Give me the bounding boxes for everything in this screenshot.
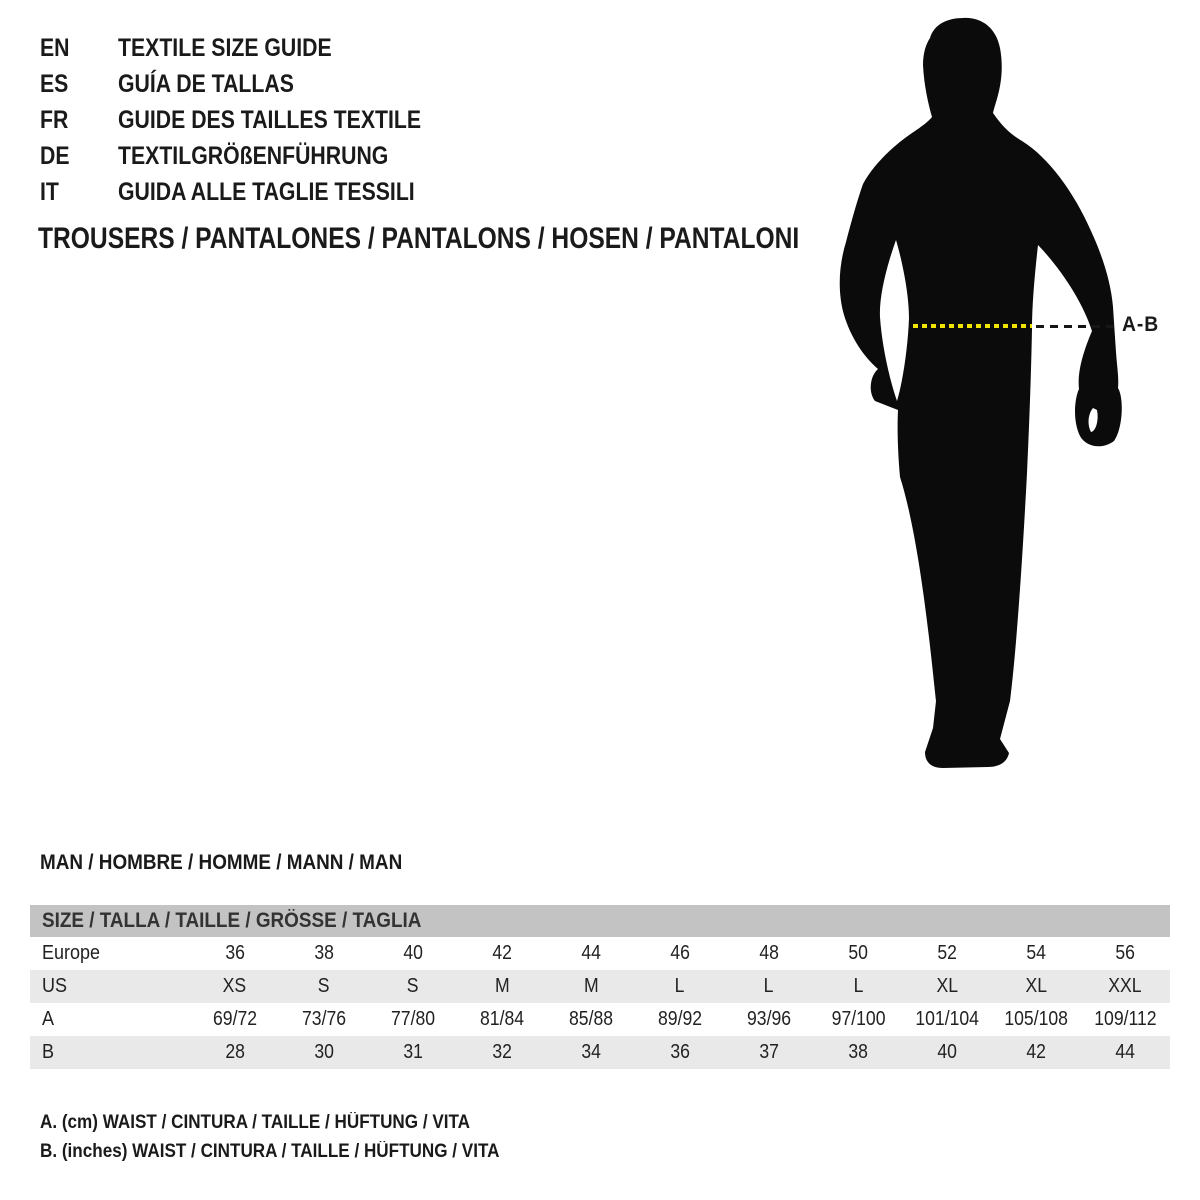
waist-measure-line-on-body [913,324,1032,328]
table-header-cell: SIZE / TALLA / TAILLE / GRÖSSE / TAGLIA [30,905,1170,937]
size-cell: 50 [848,942,868,964]
size-cell: XXL [1081,970,1170,1003]
language-row-fr [40,102,475,138]
language-code: IT [40,178,59,206]
size-cell: 30 [279,1036,368,1069]
note-b-inches-waist: B. (inches) WAIST / CINTURA / TAILLE / HÜFTUNG / VITA [40,1141,500,1162]
waist-measure-line-extension [1036,325,1118,328]
size-cell: 31 [368,1036,457,1069]
guide-title-en: TEXTILE SIZE GUIDE [118,34,332,62]
row-label: Europe [42,942,101,964]
section-title-man: MAN / HOMBRE / HOMME / MANN / MAN [40,851,403,874]
category-title: TROUSERS / PANTALONES / PANTALONS / HOSEN / PANTALONI [38,222,800,255]
size-cell: 36 [224,942,245,964]
size-cell: 46 [670,942,690,964]
guide-title-it: GUIDA ALLE TAGLIE TESSILI [118,178,415,206]
size-cell: 101/104 [915,1008,979,1030]
size-cell: 44 [581,942,601,964]
note-a-cm-waist: A. (cm) WAIST / CINTURA / TAILLE / HÜFTUNG / VITA [40,1112,471,1133]
language-list [40,30,475,210]
size-cell: 44 [1081,1036,1170,1069]
table-row-b-inches [30,1036,1170,1069]
language-code: DE [40,142,70,170]
size-cell: 54 [1026,942,1047,964]
size-cell: S [279,970,368,1003]
size-cell: 38 [313,942,334,964]
row-label: A [42,1008,55,1030]
size-cell: XL [903,970,992,1003]
language-code: EN [40,34,70,62]
size-cell: L [635,970,724,1003]
size-cell: 42 [492,942,512,964]
language-code: ES [40,70,69,98]
size-cell: 85/88 [568,1008,613,1030]
size-cell: S [368,970,457,1003]
language-row-it [40,174,475,210]
size-cell: 56 [1115,942,1136,964]
size-cell: 40 [903,1036,992,1069]
size-cell: 81/84 [479,1008,524,1030]
size-cell: 73/76 [301,1008,346,1030]
row-label: B [30,1036,190,1069]
size-cell: 40 [402,942,423,964]
size-cell: M [457,970,546,1003]
table-row-us [30,970,1170,1003]
language-code: FR [40,106,69,134]
size-cell: L [725,970,814,1003]
size-cell: 105/108 [1004,1008,1069,1030]
guide-title-fr: GUIDE DES TAILLES TEXTILE [118,106,422,134]
size-cell: M [546,970,635,1003]
size-cell: 69/72 [212,1008,257,1030]
table-row-europe [30,937,1170,970]
table-header-row [30,905,1170,937]
size-cell: 42 [992,1036,1081,1069]
man-silhouette [820,10,1200,800]
size-cell: 38 [814,1036,903,1069]
size-cell: 48 [759,942,779,964]
size-cell: 34 [546,1036,635,1069]
size-table [30,905,1170,1069]
size-cell: 36 [635,1036,724,1069]
size-cell: 89/92 [657,1008,702,1030]
language-row-de [40,138,475,174]
language-row-es [40,66,475,102]
language-row-en [40,30,475,66]
guide-title-es: GUÍA DE TALLAS [118,70,294,98]
size-cell: XS [190,970,279,1003]
table-row-a-cm [30,1003,1170,1036]
size-cell: 97/100 [831,1008,886,1030]
guide-title-de: TEXTILGRÖßENFÜHRUNG [118,142,389,170]
size-cell: 32 [457,1036,546,1069]
size-cell: L [814,970,903,1003]
size-cell: 109/112 [1094,1008,1157,1030]
size-cell: XL [992,970,1081,1003]
measure-label: A-B [1122,313,1160,336]
size-cell: 37 [725,1036,814,1069]
size-cell: 28 [190,1036,279,1069]
size-cell: 52 [937,942,957,964]
size-cell: 93/96 [747,1008,792,1030]
size-cell: 77/80 [390,1008,435,1030]
row-label: US [30,970,190,1003]
